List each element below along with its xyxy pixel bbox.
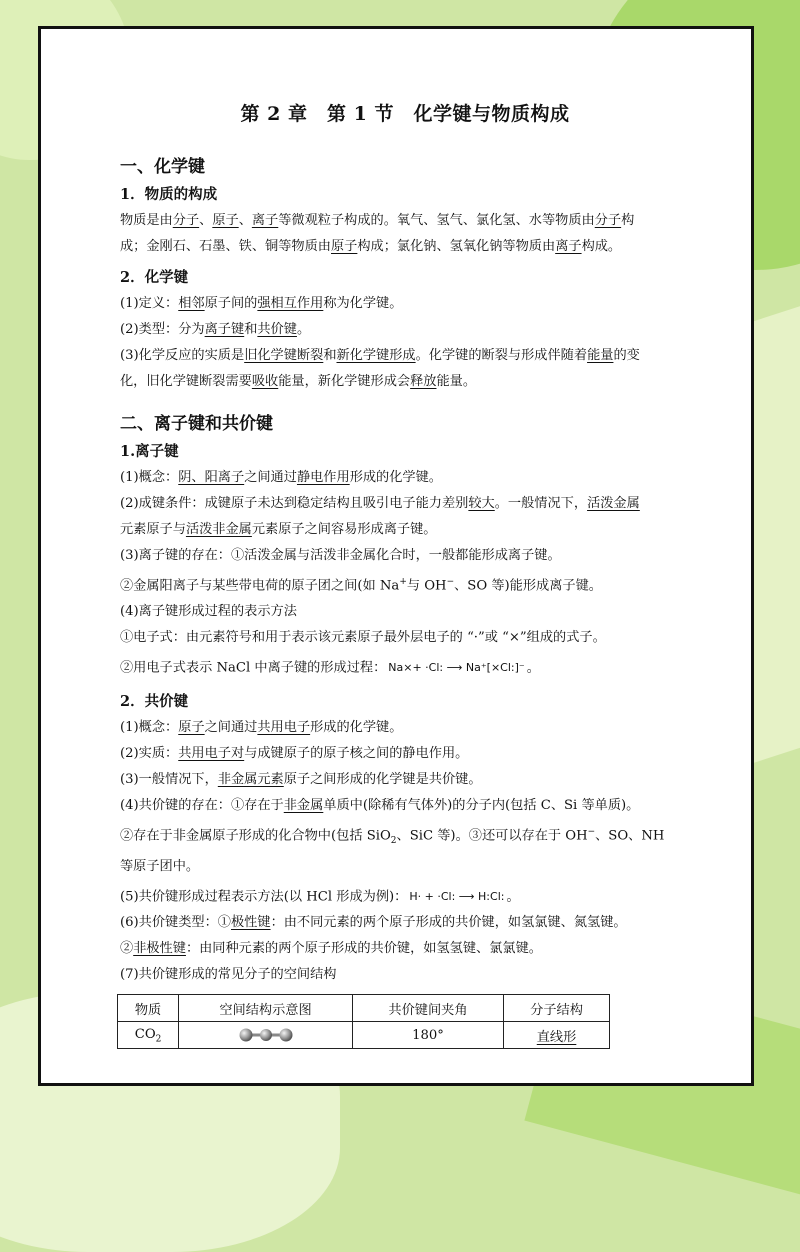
paragraph-covalent-structure: (7)共价键形成的常见分子的空间结构 (120, 967, 337, 983)
paragraph-electron-formula: ①电子式：由元素符号和用于表示该元素原子最外层电子的 “·”或 “×”组成的式子。 (120, 630, 606, 646)
section-heading-ionic-covalent: 二、离子键和共价键 (120, 414, 273, 434)
paragraph-covalent-essence: (2)实质：共用电子对与成键原子的原子核之间的静电作用。 (120, 745, 469, 761)
nacl-electron-formula: Na×+ ·Cl: ⟶ Na⁺[×Cl:]⁻ (388, 661, 525, 675)
paragraph-ionic-concept: (1)概念：阴、阳离子之间通过静电作用形成的化学键。 (120, 470, 442, 485)
subheading-ionic-bond: 1.离子键 (120, 443, 179, 460)
table-header-cell: 物质 (118, 995, 179, 1022)
document-page (38, 26, 754, 1086)
paragraph-essence-line2: 化，旧化学键断裂需要吸收能量，新化学键形成会释放能量。 (120, 374, 477, 389)
paragraph-ionic-existence1: (3)离子键的存在：①活泼金属与活泼非金属化合时，一般都能形成离子键。 (120, 548, 561, 563)
table-header-cell: 空间结构示意图 (179, 995, 353, 1022)
paragraph-covalent-type2: ②非极性键：由同种元素的两个原子形成的共价键，如氢氢键、氯氯键。 (120, 941, 542, 957)
subheading-covalent-bond: 2．共价键 (120, 692, 189, 710)
paragraph-covalent-type1: (6)共价键类型：①极性键：由不同元素的两个原子形成的共价键，如氢氯键、氮氢键。 (120, 915, 627, 931)
paragraph-covalent-general: (3)一般情况下，非金属元素原子之间形成的化学键是共价键。 (120, 771, 482, 787)
page-content (120, 99, 690, 1049)
paragraph-definition: (1)定义：相邻原子间的强相互作用称为化学键。 (120, 296, 403, 311)
paragraph-ionic-existence2: ②金属阳离子与某些带电荷的原子团之间(如 Na+与 OH−、SO 等)能形成离子键。 (120, 577, 602, 594)
paragraph-covalent-existence2: ②存在于非金属原子形成的化合物中(包括 SiO$_2$、SiC 等)。③还可以存在于 OH−、SO、NH (120, 826, 665, 846)
molecule-structure-table (117, 994, 610, 1049)
paragraph-ionic-formation-line1: (2)成键条件：成键原子未达到稳定结构且吸引电子能力差别较大。一般情况下，活泼金属 (120, 496, 640, 511)
table-cell-angle: 180° (352, 1022, 503, 1049)
table-cell-model (179, 1022, 353, 1049)
table-header-cell: 共价键间夹角 (352, 995, 503, 1022)
paragraph-nacl-formation: ②用电子式表示 NaCl 中离子键的形成过程： Na×+ ·Cl: ⟶ Na⁺[×Cl:]⁻ 。 (120, 655, 690, 682)
subheading-chemical-bond: 2．化学键 (120, 269, 189, 286)
paragraph-covalent-existence1: (4)共价键的存在：①存在于非金属单质中(除稀有气体外)的分子内(包括 C、Si 等单质)。 (120, 797, 640, 813)
hcl-electron-formula: H· + ·Cl: ⟶ H:Cl: (409, 889, 505, 903)
paragraph-hcl-formation: (5)共价键形成过程表示方法(以 HCl 形成为例)： H· + ·Cl: ⟶ H:Cl: 。 (120, 884, 690, 911)
paragraph-types: (2)类型：分为离子键和共价键。 (120, 322, 311, 337)
table-header-cell: 分子结构 (504, 995, 610, 1022)
table-header-row (118, 995, 610, 1022)
table-cell-structure: 直线形 (504, 1022, 610, 1049)
paragraph-matter-line1: 物质是由分子、原子、离子等微观粒子构成的。氧气、氢气、氯化氢、水等物质由分子构 (120, 213, 635, 228)
subheading-matter-composition: 1．物质的构成 (120, 186, 218, 203)
page-title: 第 2 章 第 1 节 化学键与物质构成 (240, 103, 570, 125)
paragraph-ionic-formation-line2: 元素原子与活泼非金属元素原子之间容易形成离子键。 (120, 522, 437, 537)
table-row (118, 1022, 610, 1049)
section-heading-chemical-bond: 一、化学键 (120, 157, 205, 177)
paragraph-essence-line1: (3)化学反应的实质是旧化学键断裂和新化学键形成。化学键的断裂与形成伴随着能量的变 (120, 348, 640, 363)
co2-ball-stick-model-icon (236, 1027, 296, 1043)
paragraph-covalent-concept: (1)概念：原子之间通过共用电子形成的化学键。 (120, 719, 403, 735)
table-cell-substance: $CO_2$ (118, 1022, 179, 1049)
paragraph-matter-line2: 成；金刚石、石墨、铁、铜等物质由原子构成；氯化钠、氢氧化钠等物质由离子构成。 (120, 239, 622, 254)
paragraph-ionic-representation: (4)离子键形成过程的表示方法 (120, 604, 297, 620)
paragraph-covalent-existence3: 等原子团中。 (120, 858, 200, 874)
